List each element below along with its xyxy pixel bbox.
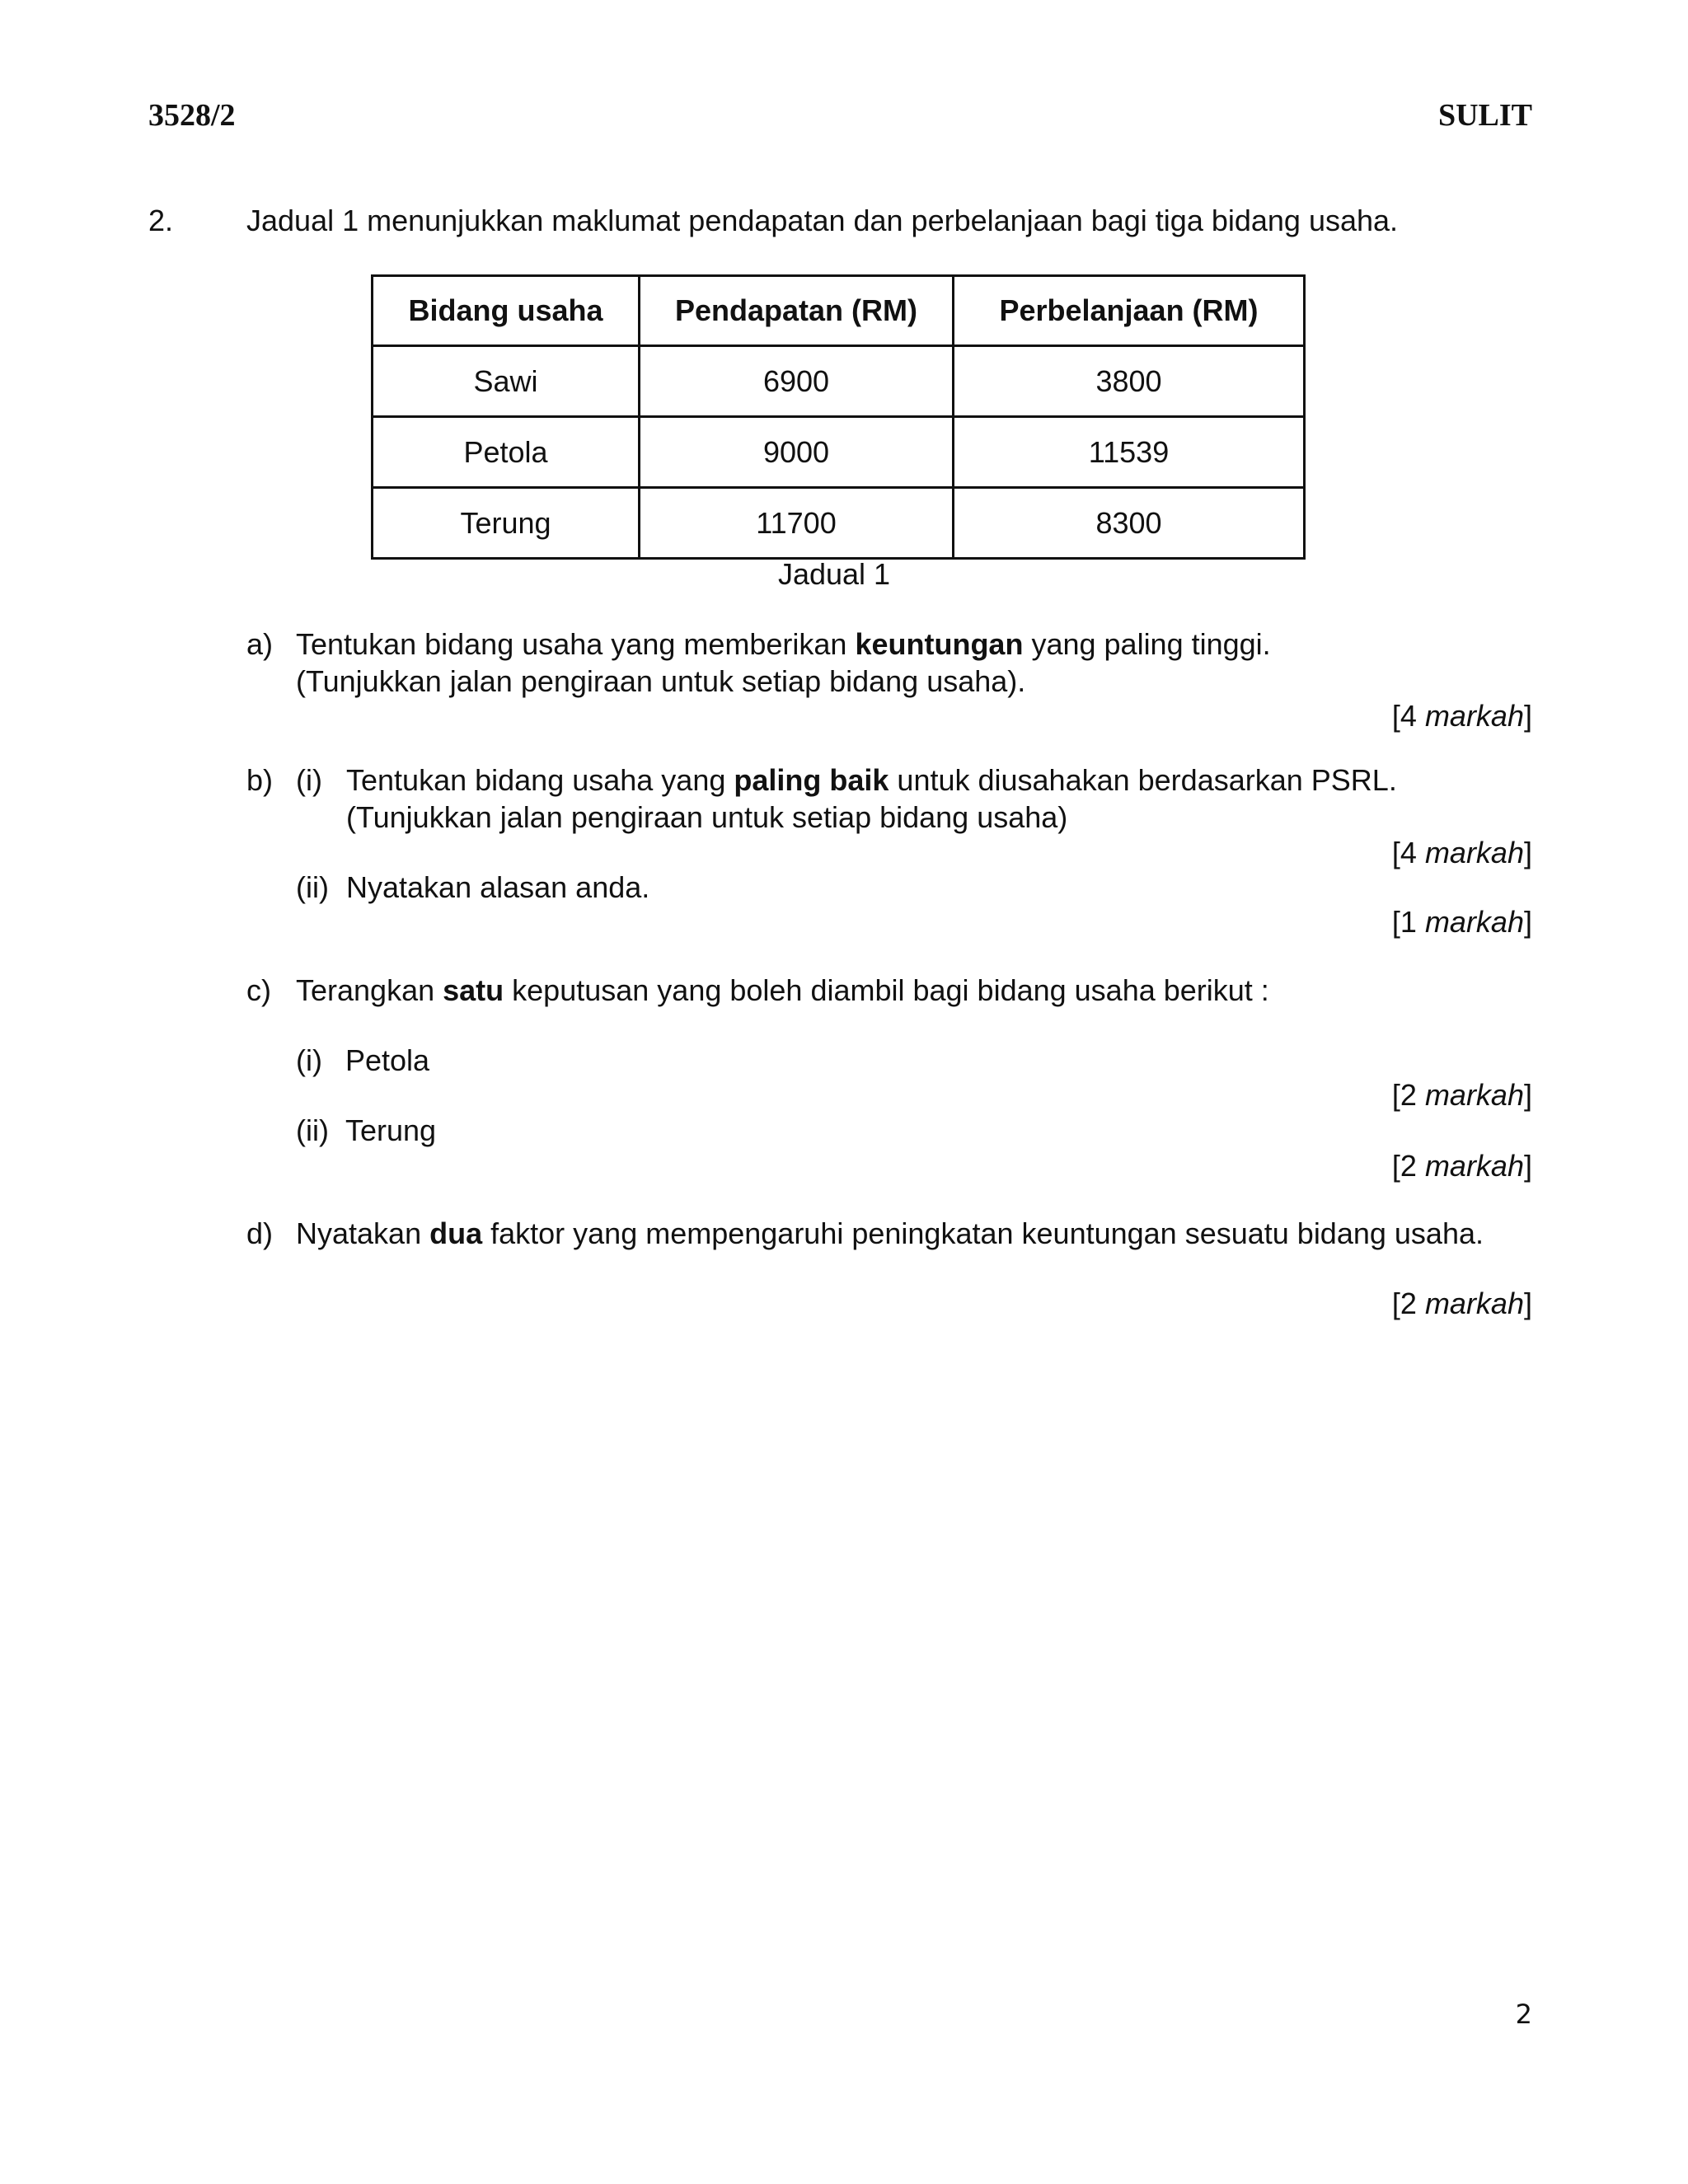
- part-a-instruction: (Tunjukkan jalan pengiraan untuk setiap bidang usaha).: [296, 664, 1026, 698]
- part-c-ii-text: Terung: [345, 1113, 437, 1147]
- table-header-cell: Perbelanjaan (RM): [954, 276, 1305, 346]
- table-caption: Jadual 1: [777, 557, 891, 591]
- table-cell: 11539: [954, 417, 1305, 488]
- table-cell: 8300: [954, 488, 1305, 559]
- part-d-label: d): [246, 1216, 274, 1250]
- part-b-label: b): [246, 763, 274, 797]
- table-row: [373, 488, 1305, 559]
- table-cell: 6900: [640, 346, 954, 417]
- part-c-text: Terangkan satu keputusan yang boleh diambil bagi bidang usaha berikut :: [296, 973, 1269, 1007]
- question-number: 2.: [148, 204, 174, 237]
- part-b-ii-label: (ii): [296, 870, 329, 904]
- table-row: [373, 417, 1305, 488]
- table-cell: Sawi: [373, 346, 640, 417]
- part-b-i-label: (i): [296, 763, 322, 797]
- table-header-cell: Pendapatan (RM): [640, 276, 954, 346]
- table-cell: 3800: [954, 346, 1305, 417]
- part-d-text: Nyatakan dua faktor yang mempengaruhi peningkatan keuntungan sesuatu bidang usaha.: [296, 1216, 1484, 1250]
- question-intro: Jadual 1 menunjukkan maklumat pendapatan dan perbelanjaan bagi tiga bidang usaha.: [246, 204, 1399, 237]
- table-row: [373, 346, 1305, 417]
- part-b-ii-text: Nyatakan alasan anda.: [346, 870, 650, 904]
- part-c-ii-marks: [2 markah]: [1391, 1149, 1532, 1183]
- part-c-i-marks: [2 markah]: [1391, 1078, 1532, 1112]
- paper-code: 3528/2: [148, 98, 236, 133]
- data-table: [371, 274, 1306, 560]
- part-a-label: a): [246, 627, 274, 661]
- table-header-cell: Bidang usaha: [373, 276, 640, 346]
- table-cell: 11700: [640, 488, 954, 559]
- part-c-ii-label: (ii): [296, 1113, 329, 1147]
- part-a-text: Tentukan bidang usaha yang memberikan keuntungan yang paling tinggi.: [296, 627, 1271, 661]
- classification-label: SULIT: [1437, 98, 1532, 133]
- table-cell: Petola: [373, 417, 640, 488]
- part-a-marks: [4 markah]: [1391, 699, 1532, 733]
- table-cell: 9000: [640, 417, 954, 488]
- page-number: 2: [1515, 1999, 1532, 2030]
- part-b-i-text: Tentukan bidang usaha yang paling baik untuk diusahakan berdasarkan PSRL.: [346, 763, 1397, 797]
- part-b-i-instruction: (Tunjukkan jalan pengiraan untuk setiap bidang usaha): [346, 800, 1068, 834]
- part-d-marks: [2 markah]: [1391, 1286, 1532, 1320]
- part-b-i-marks: [4 markah]: [1391, 836, 1532, 869]
- part-c-i-text: Petola: [345, 1043, 430, 1077]
- table-header-row: [373, 276, 1305, 346]
- part-c-label: c): [246, 973, 271, 1007]
- part-c-i-label: (i): [296, 1043, 322, 1077]
- table-cell: Terung: [373, 488, 640, 559]
- part-b-ii-marks: [1 markah]: [1391, 905, 1532, 939]
